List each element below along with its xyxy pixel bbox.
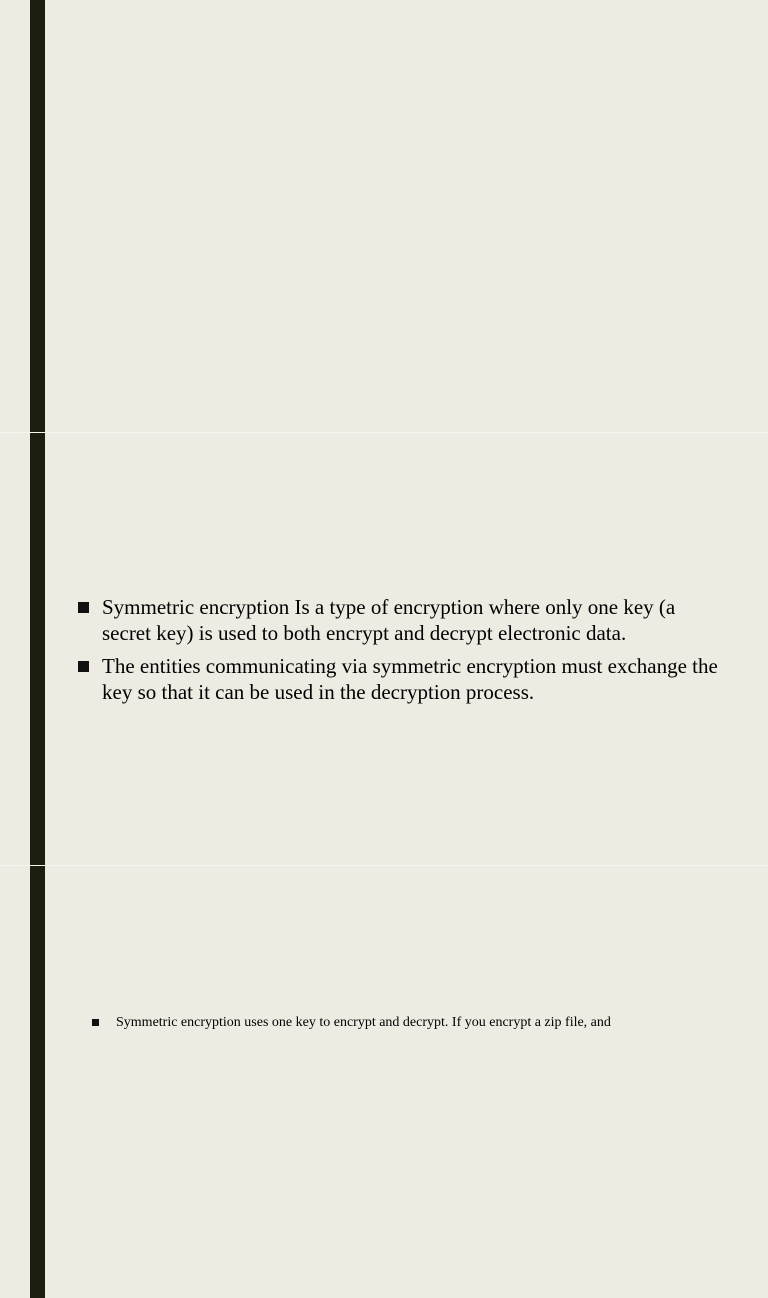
bullet-list — [78, 595, 718, 713]
accent-bar — [30, 433, 45, 865]
square-bullet-icon — [92, 1019, 99, 1026]
bullet-text: The entities communicating via symmetric encryption must exchange the key so that it can be used in the decryption process. — [102, 654, 718, 704]
slide-divider — [0, 865, 768, 866]
square-bullet-icon — [78, 602, 89, 613]
bullet-text: Symmetric encryption Is a type of encryption where only one key (a secret key) is used to both encrypt and decrypt electronic data. — [102, 595, 676, 645]
slide-1 — [0, 0, 768, 432]
bullet-item — [78, 595, 718, 646]
square-bullet-icon — [78, 661, 89, 672]
bullet-item — [92, 1014, 712, 1031]
accent-bar — [30, 866, 45, 1298]
bullet-list — [92, 1014, 712, 1031]
bullet-text: Symmetric encryption uses one key to encrypt and decrypt. If you encrypt a zip file, and — [116, 1015, 611, 1030]
slide-3 — [0, 866, 768, 1298]
slide-divider — [0, 432, 768, 433]
slide-2 — [0, 433, 768, 865]
accent-bar — [30, 0, 45, 432]
bullet-item — [78, 654, 718, 705]
